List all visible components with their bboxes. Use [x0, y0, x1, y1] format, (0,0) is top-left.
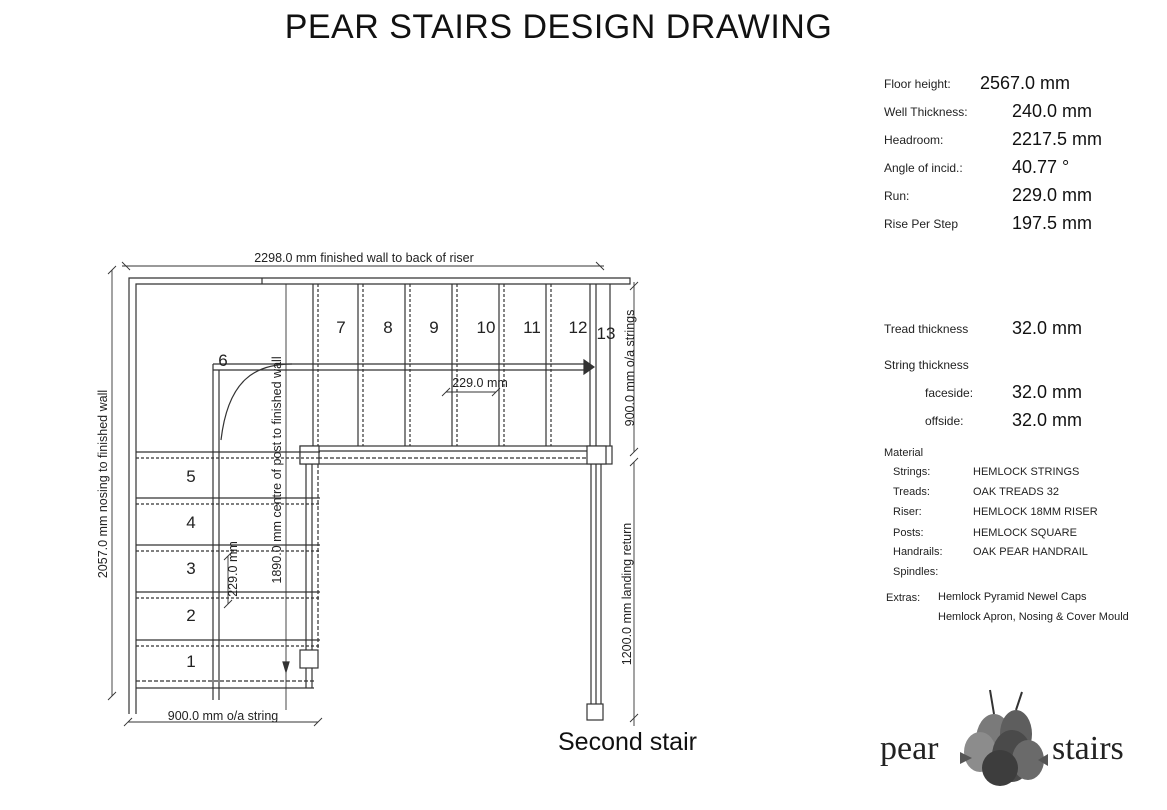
material-label-posts: Posts: — [893, 527, 924, 539]
faceside-label: faceside: — [925, 386, 974, 400]
dim-run-vertical: 229.0 mm — [226, 541, 240, 597]
logo-word-left: pear — [880, 730, 939, 767]
extras-label: Extras: — [886, 592, 921, 604]
spec-label-run: Run: — [884, 189, 910, 203]
spec-value-well-thickness: 240.0 mm — [1012, 101, 1093, 121]
step-number: 13 — [596, 324, 616, 343]
material-value-posts: HEMLOCK SQUARE — [973, 527, 1077, 539]
material-label-treads: Treads: — [893, 486, 930, 498]
spec-label-well-thickness: Well Thickness: — [884, 105, 968, 119]
dim-run-horizontal: 229.0 mm — [452, 376, 508, 390]
wall-top — [129, 278, 630, 714]
material-label-spindles: Spindles: — [893, 566, 939, 578]
spec-label-floor-height: Floor height: — [884, 77, 951, 91]
material-value-treads: OAK TREADS 32 — [973, 486, 1059, 498]
dim-right-upper: 900.0 mm o/a strings — [623, 309, 637, 427]
step-number: 8 — [383, 318, 393, 337]
spec-value-floor-height: 2567.0 mm — [980, 73, 1071, 93]
logo-word-right: stairs — [1052, 730, 1124, 767]
newel-post-right — [587, 446, 606, 464]
extras-item: Hemlock Pyramid Newel Caps — [938, 591, 1087, 603]
tread-thickness-value: 32.0 mm — [1012, 318, 1083, 338]
step-number: 4 — [186, 513, 196, 532]
step-number: 6 — [218, 351, 228, 370]
spec-label-headroom: Headroom: — [884, 133, 944, 147]
step-number: 5 — [186, 467, 196, 486]
dim-center: 1890.0 mm centre of post to finished wall — [270, 356, 284, 584]
offside-label: offside: — [925, 414, 964, 428]
material-label-strings: Strings: — [893, 466, 931, 478]
landing-return-string — [587, 464, 603, 720]
spec-value-angle: 40.77 ° — [1012, 157, 1070, 177]
faceside-value: 32.0 mm — [1012, 382, 1083, 402]
dim-top: 2298.0 mm finished wall to back of riser — [254, 251, 474, 265]
dim-left: 2057.0 mm nosing to finished wall — [96, 389, 110, 579]
material-label-handrails: Handrails: — [893, 546, 943, 558]
spec-value-rise: 197.5 mm — [1012, 213, 1093, 233]
step-number: 9 — [429, 318, 439, 337]
material-value-riser: HEMLOCK 18MM RISER — [973, 506, 1098, 518]
newel-post-landing — [587, 704, 603, 720]
step-number: 3 — [186, 559, 196, 578]
tread-thickness-label: Tread thickness — [884, 322, 969, 336]
newel-post-bottom — [300, 650, 318, 668]
step-number: 7 — [336, 318, 346, 337]
spec-label-rise: Rise Per Step — [884, 217, 959, 231]
step-number: 11 — [523, 318, 541, 337]
upper-flight-lines — [313, 284, 610, 452]
outer-walls — [129, 278, 630, 714]
spec-value-run: 229.0 mm — [1012, 185, 1093, 205]
step-number: 1 — [186, 652, 196, 671]
step-number: 12 — [568, 318, 588, 337]
spec-value-headroom: 2217.5 mm — [1012, 129, 1103, 149]
string-thickness-label: String thickness — [884, 358, 969, 372]
spec-label-angle: Angle of incid.: — [884, 161, 963, 175]
extras-item: Hemlock Apron, Nosing & Cover Mould — [938, 611, 1129, 623]
step-number: 2 — [186, 606, 196, 625]
material-label-riser: Riser: — [893, 506, 922, 518]
pear-stairs-logo — [876, 682, 1138, 792]
upper-flight-string — [300, 446, 612, 464]
material-heading: Material — [884, 447, 924, 459]
material-value-handrails: OAK PEAR HANDRAIL — [973, 546, 1088, 558]
second-stair-caption: Second stair — [558, 728, 697, 756]
drawing-title: PEAR STAIRS DESIGN DRAWING — [284, 8, 833, 46]
material-value-strings: HEMLOCK STRINGS — [973, 466, 1080, 478]
offside-value: 32.0 mm — [1012, 410, 1083, 430]
dim-right-lower: 1200.0 mm landing return — [620, 522, 634, 666]
dim-bottom: 900.0 mm o/a string — [167, 709, 279, 723]
newel-post-left — [300, 446, 319, 464]
step-number: 10 — [476, 318, 496, 337]
